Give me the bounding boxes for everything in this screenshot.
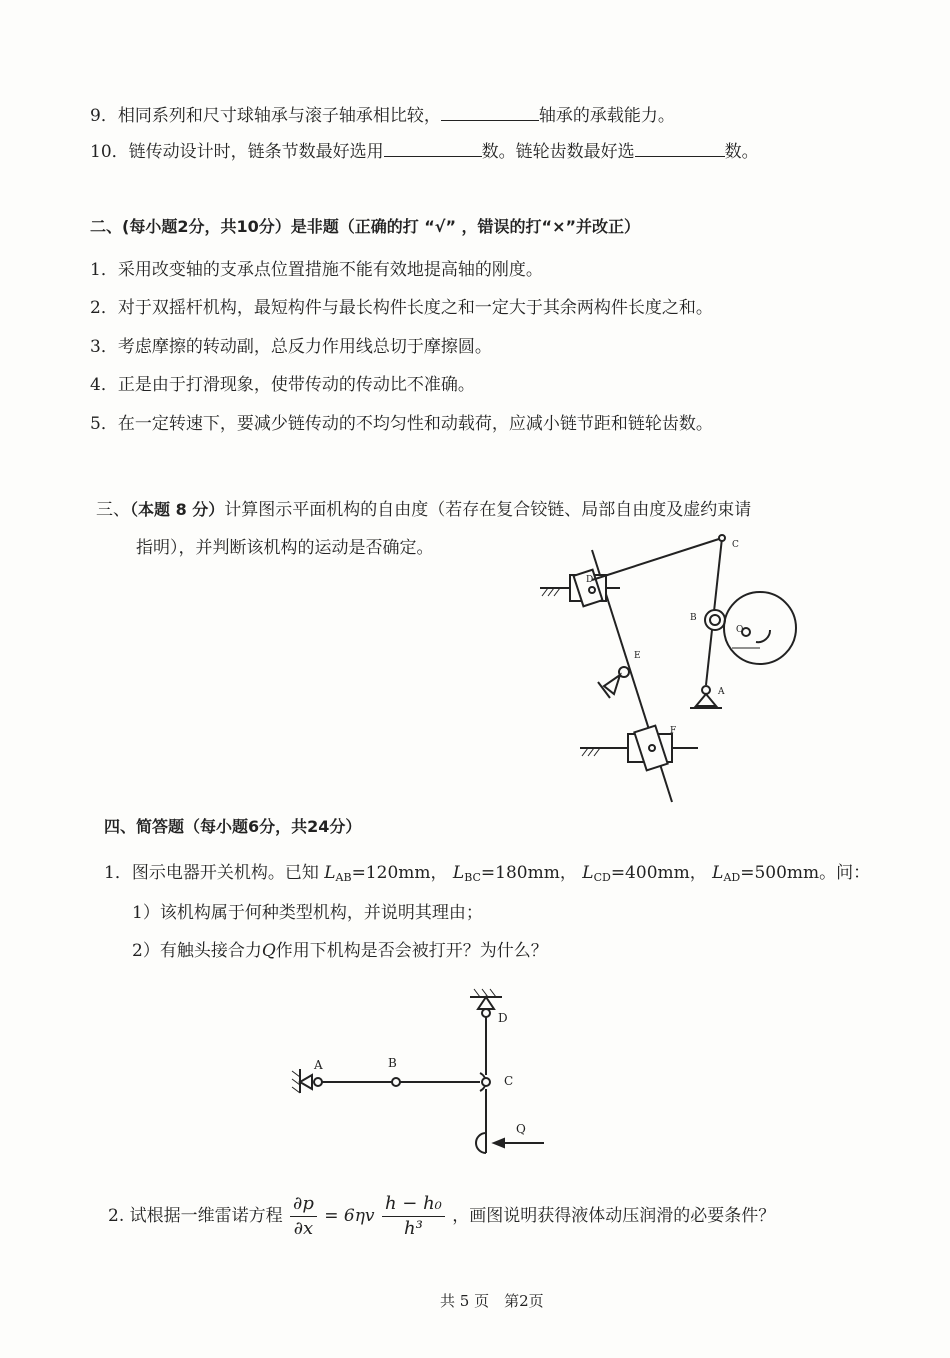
lad-value: =500mm。问： (740, 863, 871, 883)
q2-equals: = 6ηv (324, 1206, 375, 1226)
lcd-sub: CD (593, 871, 611, 884)
q10-blank-2[interactable] (635, 140, 725, 157)
q9-text-after: 轴承的承载能力。 (538, 106, 675, 126)
contact (476, 1133, 486, 1153)
label-a: A (718, 687, 725, 697)
frac1-den: ∂x (293, 1218, 314, 1239)
label-b: B (690, 613, 697, 623)
mechanism-figure (520, 530, 810, 810)
q10-text-middle: 数。链轮齿数最好选 (481, 142, 635, 162)
label-a: A (314, 1058, 323, 1072)
joint-b (392, 1078, 400, 1086)
section4-q1 (104, 862, 870, 889)
section3-prefix: 三、 (96, 500, 130, 520)
frac-h (382, 1192, 445, 1241)
section3-line1 (96, 499, 751, 521)
lcd-symbol: L (582, 863, 594, 883)
joint-d (482, 1009, 490, 1017)
section3-score: （本题 8 分） (130, 500, 225, 519)
question-9 (90, 104, 675, 127)
frac2-num: h − h₀ (382, 1192, 445, 1217)
label-q: Q (516, 1122, 526, 1136)
q10-text-before: 10．链传动设计时，链条节数最好选用 (90, 142, 384, 162)
q1-sub2-q: Q (261, 941, 276, 961)
section2-item-4: 4．正是由于打滑现象，使带传动的传动比不准确。 (90, 375, 475, 395)
label-b: B (388, 1056, 397, 1070)
section2-item-3: 3．考虑摩擦的转动副，总反力作用线总切于摩擦圆。 (90, 337, 492, 357)
frac2-den: h³ (404, 1218, 423, 1239)
lad-sub: AD (723, 871, 741, 884)
q9-text-before: 9．相同系列和尺寸球轴承与滚子轴承相比较， (90, 106, 441, 126)
q1-sub2-after: 作用下机构是否会被打开？为什么？ (275, 941, 548, 961)
lcd-value: =400mm， (610, 863, 707, 883)
lab-symbol: L (324, 863, 336, 883)
section2-item-1: 1．采用改变轴的支承点位置措施不能有效地提高轴的刚度。 (90, 260, 543, 280)
page-footer: 共 5 页 第2页 (440, 1292, 544, 1310)
label-d: D (498, 1011, 508, 1025)
label-c: C (732, 540, 739, 550)
label-o: O (736, 625, 744, 635)
lbc-symbol: L (452, 863, 465, 883)
q10-text-after: 数。 (724, 142, 759, 162)
section2-item-2: 2．对于双摇杆机构，最短构件与最长构件长度之和一定大于其余两构件长度之和。 (90, 298, 713, 318)
section4-q1-sub1: 1）该机构属于何种类型机构，并说明其理由； (132, 903, 483, 923)
section3-text-1: 计算图示平面机构的自由度（若存在复合铰链、局部自由度及虚约束请 (224, 500, 752, 520)
frac-dp-dx (290, 1192, 317, 1241)
question-10 (90, 140, 759, 163)
q2-before: 2. 试根据一维雷诺方程 (108, 1206, 283, 1226)
section4-q2 (108, 1190, 775, 1242)
lbc-value: =180mm， (480, 863, 577, 883)
q1-sub2-before: 2）有触头接合力 (132, 941, 262, 961)
lad-symbol: L (712, 863, 724, 883)
q10-blank-1[interactable] (384, 140, 482, 157)
q1-intro: 1．图示电器开关机构。已知 (104, 863, 319, 883)
roller-b (705, 610, 725, 630)
q9-blank[interactable] (441, 104, 539, 121)
link-dc (592, 538, 722, 580)
lab-sub: AB (335, 871, 352, 884)
label-e: E (634, 651, 641, 661)
label-d: D (586, 575, 594, 585)
q2-after: ，画图说明获得液体动压润滑的必要条件？ (452, 1206, 776, 1226)
section3-line2: 指明），并判断该机构的运动是否确定。 (136, 538, 434, 558)
section2-title: 二、(每小题2分，共10分）是非题（正确的打 “√” ，错误的打“×”并改正） (90, 217, 640, 236)
joint-c (482, 1078, 490, 1086)
section4-title: 四、简答题（每小题6分，共24分） (104, 817, 362, 836)
lbc-sub: BC (464, 871, 481, 884)
label-f: F (670, 726, 677, 736)
section4-q1-sub2 (132, 940, 548, 962)
joint-c (719, 535, 725, 541)
section2-item-5: 5．在一定转速下，要减少链传动的不均匀性和动载荷，应减小链节距和链轮齿数。 (90, 414, 713, 434)
switch-figure (280, 985, 560, 1165)
joint-a (314, 1078, 322, 1086)
label-c: C (504, 1074, 514, 1088)
cam-o (724, 592, 796, 664)
frac1-num: ∂p (290, 1192, 317, 1217)
lab-value: =120mm， (351, 863, 448, 883)
